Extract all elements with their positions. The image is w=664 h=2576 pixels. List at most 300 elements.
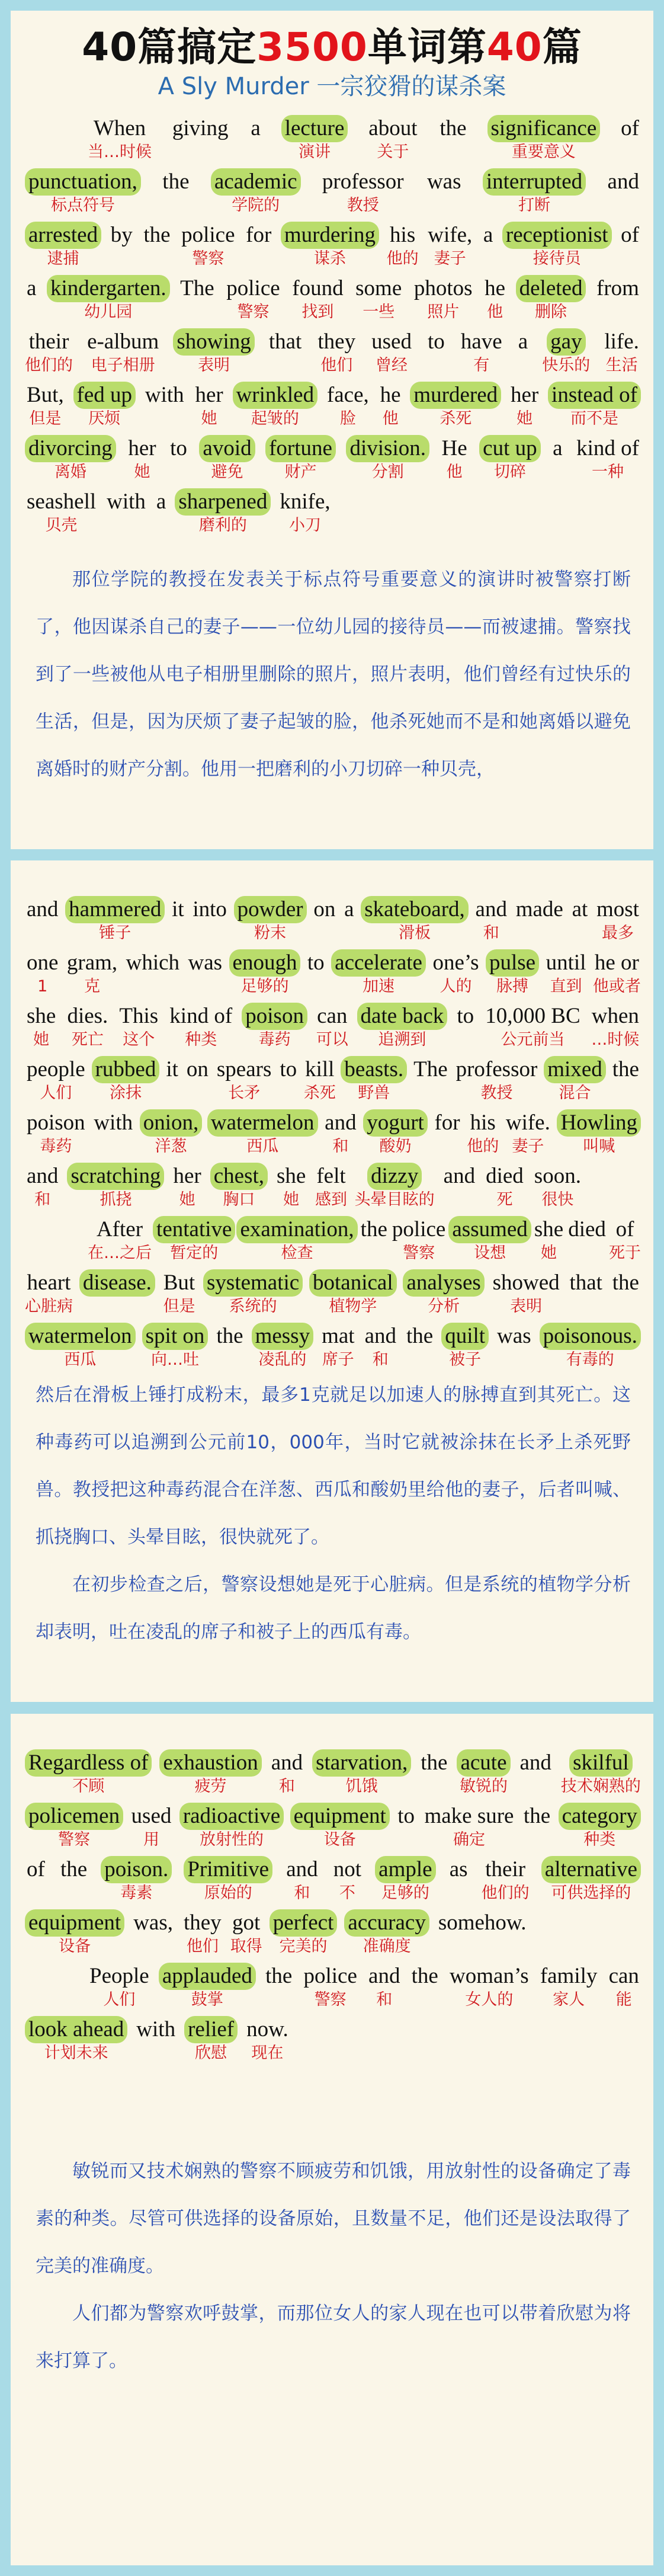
highlighted-word: sharpened bbox=[175, 488, 271, 516]
word-gloss: 杀死 bbox=[303, 1084, 336, 1102]
word bbox=[538, 1963, 599, 2010]
word-gloss: 离婚 bbox=[54, 463, 86, 481]
word bbox=[109, 222, 134, 269]
word bbox=[323, 1109, 358, 1157]
word-gloss: 最多 bbox=[601, 924, 634, 942]
english-word: and bbox=[27, 1164, 59, 1188]
vocab-word bbox=[290, 1803, 390, 1850]
english-word: his bbox=[390, 223, 416, 247]
word-gloss: 席子 bbox=[322, 1351, 354, 1369]
word bbox=[191, 896, 229, 943]
english-word: The bbox=[180, 276, 214, 300]
word bbox=[459, 328, 504, 376]
word-gloss: 表明 bbox=[510, 1297, 543, 1316]
english-word: used bbox=[131, 1804, 172, 1828]
word bbox=[544, 949, 588, 997]
word bbox=[412, 275, 474, 322]
word-gloss: 克 bbox=[84, 977, 101, 996]
english-word: wife. bbox=[505, 1111, 550, 1135]
text-line bbox=[25, 1856, 641, 1903]
word bbox=[390, 1216, 447, 1263]
word bbox=[88, 1963, 151, 2010]
english-word: of bbox=[27, 1857, 45, 1881]
vocab-word bbox=[559, 1803, 641, 1850]
word bbox=[595, 896, 641, 943]
english-word: a bbox=[483, 223, 493, 247]
english-word: professor bbox=[322, 169, 404, 194]
english-word: to bbox=[170, 436, 187, 460]
english-word: soon. bbox=[534, 1164, 581, 1188]
vocab-word bbox=[184, 1856, 272, 1903]
text-line bbox=[25, 488, 641, 536]
english-word: the bbox=[60, 1857, 88, 1881]
english-word: and bbox=[475, 897, 507, 921]
vocab-word bbox=[281, 222, 379, 269]
word bbox=[134, 2016, 177, 2063]
word-gloss: 他的 bbox=[467, 1137, 499, 1156]
english-word: found bbox=[292, 276, 344, 300]
highlighted-word: poisonous. bbox=[540, 1323, 641, 1350]
english-word: their bbox=[485, 1857, 526, 1881]
highlighted-word: systematic bbox=[203, 1269, 303, 1297]
english-word: and bbox=[607, 169, 639, 194]
highlighted-word: alternative bbox=[541, 1856, 641, 1883]
translation-paragraph: 然后在滑板上锤打成粉末，最多1克就足以加速人的脉搏直到其死亡。这种毒药可以追溯到公元前10，000年，当时它就被涂抹在长矛上杀死野兽。教授把这种毒药混合在洋葱、西瓜和酸奶里给他的妻子，后者叫喊、抓挠胸口、头晕目眩，很快就死了。 bbox=[36, 1384, 631, 1548]
word bbox=[59, 1856, 89, 1903]
word bbox=[312, 896, 337, 943]
word-gloss: 野兽 bbox=[358, 1084, 390, 1102]
word bbox=[483, 275, 507, 322]
word bbox=[509, 382, 540, 429]
english-word: used bbox=[371, 329, 412, 354]
word bbox=[278, 1056, 299, 1103]
word-gloss: 酸奶 bbox=[379, 1137, 412, 1156]
word-gloss: 快乐的 bbox=[542, 356, 591, 375]
word bbox=[448, 1856, 470, 1903]
word-gloss: 但是 bbox=[163, 1297, 195, 1316]
word bbox=[325, 382, 371, 429]
word-gloss: 脸 bbox=[339, 409, 356, 428]
word bbox=[25, 1856, 47, 1903]
word bbox=[245, 2016, 290, 2063]
english-word: The bbox=[413, 1057, 448, 1081]
english-word: showed bbox=[492, 1271, 560, 1295]
text-line bbox=[25, 1109, 641, 1157]
english-word: she bbox=[277, 1164, 306, 1188]
word-gloss: 人们 bbox=[40, 1084, 72, 1102]
word-gloss: 毒药 bbox=[258, 1031, 291, 1049]
word-gloss: 粉末 bbox=[254, 924, 287, 942]
word bbox=[171, 1163, 203, 1210]
english-word: seashell bbox=[27, 489, 97, 514]
english-word: at bbox=[572, 897, 588, 921]
word-gloss: 电子相册 bbox=[91, 356, 155, 375]
word bbox=[426, 222, 474, 269]
highlighted-word: messy bbox=[252, 1323, 314, 1350]
translation-paragraph: 人们都为警察欢呼鼓掌，而那位女人的家人现在也可以带着欣慰为将来打算了。 bbox=[36, 2303, 631, 2372]
word-gloss: 分割 bbox=[371, 463, 404, 481]
english-word: with bbox=[136, 2017, 176, 2041]
english-word: that bbox=[569, 1271, 602, 1295]
word-gloss: 教授 bbox=[347, 196, 379, 215]
english-word: died bbox=[568, 1217, 606, 1241]
word bbox=[437, 1909, 528, 1957]
word bbox=[320, 1323, 356, 1370]
vocab-word bbox=[159, 1749, 261, 1797]
english-word: they bbox=[317, 329, 356, 354]
vocab-word bbox=[67, 1163, 164, 1210]
word bbox=[602, 328, 641, 376]
english-word: she bbox=[534, 1217, 564, 1241]
highlighted-word: disease. bbox=[79, 1269, 155, 1297]
word bbox=[267, 328, 303, 376]
highlighted-word: skateboard, bbox=[361, 896, 469, 923]
vocab-word bbox=[312, 1749, 411, 1797]
english-word: the bbox=[612, 1057, 639, 1081]
vocab-word bbox=[561, 1749, 641, 1797]
word-gloss: 他或者 bbox=[592, 977, 641, 996]
english-word: gram, bbox=[66, 951, 118, 975]
word-gloss: 放射性的 bbox=[199, 1831, 264, 1849]
vocab-word bbox=[410, 382, 501, 429]
text-line bbox=[25, 1323, 641, 1370]
english-word: she bbox=[27, 1004, 56, 1028]
english-word: a bbox=[518, 329, 528, 354]
text-line bbox=[25, 382, 641, 429]
vocab-word bbox=[207, 1109, 318, 1157]
word-gloss: 公元前当 bbox=[501, 1031, 565, 1049]
word bbox=[442, 1163, 477, 1210]
word-gloss: 心脏病 bbox=[25, 1297, 73, 1316]
english-word: family bbox=[540, 1964, 598, 1988]
word bbox=[230, 1909, 262, 1957]
word bbox=[249, 115, 262, 162]
text-line bbox=[25, 1909, 641, 1957]
word-gloss: 西瓜 bbox=[246, 1137, 279, 1156]
word bbox=[454, 1056, 540, 1103]
word-gloss: 完美的 bbox=[279, 1937, 328, 1956]
highlighted-word: spit on bbox=[142, 1323, 208, 1350]
word-gloss: 她 bbox=[541, 1244, 557, 1262]
english-word: when bbox=[591, 1004, 639, 1028]
vocab-word bbox=[346, 435, 429, 482]
english-word: life. bbox=[604, 329, 639, 354]
word bbox=[316, 328, 357, 376]
word-gloss: 不 bbox=[339, 1884, 355, 1902]
english-word: got bbox=[232, 1911, 261, 1935]
english-word: the bbox=[360, 1217, 387, 1241]
word bbox=[419, 1749, 449, 1797]
vocab-word bbox=[47, 275, 170, 322]
word bbox=[131, 1909, 175, 1957]
vocab-word bbox=[281, 115, 348, 162]
word-gloss: 鼓掌 bbox=[191, 1991, 223, 2009]
vocab-word bbox=[548, 382, 641, 429]
english-word: and bbox=[271, 1751, 303, 1775]
article-card-3 bbox=[11, 1714, 653, 2565]
word-gloss: 设备 bbox=[59, 1937, 91, 1956]
highlighted-word: relief bbox=[184, 2016, 238, 2043]
word bbox=[25, 896, 60, 943]
vocab-word bbox=[309, 1269, 397, 1317]
english-word: her bbox=[195, 383, 223, 407]
word-gloss: 种类 bbox=[583, 1831, 616, 1849]
vocab-word bbox=[25, 222, 101, 269]
word bbox=[619, 222, 641, 269]
word-gloss: 他的 bbox=[386, 249, 419, 268]
word-gloss: 锤子 bbox=[99, 924, 131, 942]
english-word: dies. bbox=[67, 1004, 108, 1028]
word-gloss: 而不是 bbox=[570, 409, 618, 428]
english-word: from bbox=[596, 276, 639, 300]
word-gloss: 找到 bbox=[301, 303, 334, 321]
english-word: a bbox=[251, 116, 261, 140]
word bbox=[590, 1003, 641, 1050]
english-word: into bbox=[193, 897, 227, 921]
word-gloss: 幼儿园 bbox=[84, 303, 133, 321]
vocab-word bbox=[540, 1323, 641, 1370]
vocab-word bbox=[25, 1909, 124, 1957]
highlighted-word: wrinkled bbox=[233, 382, 318, 409]
vocab-word bbox=[541, 1856, 641, 1903]
english-word: by bbox=[110, 223, 133, 247]
word-gloss: 避免 bbox=[211, 463, 243, 481]
word bbox=[117, 1003, 160, 1050]
word-gloss: 头晕目眩的 bbox=[354, 1191, 435, 1209]
highlighted-word: skilful bbox=[569, 1749, 633, 1777]
english-word: he or bbox=[594, 951, 639, 975]
word bbox=[440, 435, 469, 482]
highlighted-word: arrested bbox=[25, 222, 101, 249]
highlighted-word: murdering bbox=[281, 222, 379, 249]
highlighted-word: look ahead bbox=[25, 2016, 127, 2043]
english-word: heart bbox=[27, 1271, 71, 1295]
english-word: one’s bbox=[432, 951, 479, 975]
word-gloss: 小刀 bbox=[288, 516, 321, 535]
english-word: it bbox=[172, 897, 184, 921]
word-gloss: 检查 bbox=[281, 1244, 313, 1262]
word-gloss: 系统的 bbox=[229, 1297, 277, 1316]
vocab-word bbox=[184, 2016, 238, 2063]
word-gloss: 警察 bbox=[58, 1831, 91, 1849]
word-gloss: 警察 bbox=[314, 1991, 347, 2009]
english-word: But bbox=[163, 1271, 195, 1295]
page-title: 40篇搞定3500单词第40篇 bbox=[82, 24, 582, 70]
english-word: until bbox=[546, 951, 586, 975]
word bbox=[412, 1056, 450, 1103]
word bbox=[178, 275, 216, 322]
english-word: of bbox=[621, 223, 639, 247]
word-gloss: 死亡 bbox=[71, 1031, 104, 1049]
word bbox=[301, 1963, 358, 2010]
word-gloss: 演讲 bbox=[299, 143, 331, 161]
word-gloss: 计划未来 bbox=[44, 2044, 108, 2062]
word-gloss: 混合 bbox=[559, 1084, 591, 1102]
word bbox=[514, 896, 565, 943]
english-word: he bbox=[380, 383, 401, 407]
word-gloss: 准确度 bbox=[363, 1937, 411, 1956]
highlighted-word: scratching bbox=[67, 1163, 164, 1190]
word bbox=[483, 1003, 582, 1050]
word-gloss: 家人 bbox=[553, 1991, 585, 2009]
word bbox=[609, 1216, 641, 1263]
word bbox=[65, 1003, 110, 1050]
word-gloss: 人的 bbox=[440, 977, 472, 996]
highlighted-word: gay bbox=[547, 328, 585, 356]
highlighted-word: chest, bbox=[210, 1163, 268, 1190]
word-gloss: 加速 bbox=[363, 977, 395, 996]
word-gloss: 人们 bbox=[103, 1991, 136, 2009]
vocab-word bbox=[441, 1323, 489, 1370]
english-word: not bbox=[333, 1857, 362, 1881]
highlighted-word: Howling bbox=[557, 1109, 641, 1137]
vocab-word bbox=[242, 1003, 307, 1050]
word bbox=[168, 1003, 234, 1050]
english-word: made bbox=[515, 897, 563, 921]
word bbox=[491, 1269, 562, 1317]
word-gloss: 逮捕 bbox=[47, 249, 79, 268]
vocab-word bbox=[479, 435, 540, 482]
word-gloss: 直到 bbox=[550, 977, 582, 996]
english-word: somehow. bbox=[438, 1911, 527, 1935]
english-word: his bbox=[470, 1111, 496, 1135]
english-word: the bbox=[411, 1964, 438, 1988]
text-line bbox=[25, 168, 641, 216]
word bbox=[179, 222, 236, 269]
highlighted-word: deleted bbox=[516, 275, 586, 302]
vocab-word bbox=[25, 435, 116, 482]
word bbox=[164, 1056, 180, 1103]
highlighted-word: powder bbox=[234, 896, 307, 923]
vocab-word bbox=[355, 1163, 435, 1210]
highlighted-word: watermelon bbox=[207, 1109, 318, 1137]
chinese-translation bbox=[36, 556, 631, 793]
highlighted-word: watermelon bbox=[25, 1323, 136, 1350]
word-gloss: 但是 bbox=[29, 409, 62, 428]
english-word: woman’s bbox=[450, 1964, 529, 1988]
vocab-word bbox=[25, 168, 141, 216]
word bbox=[593, 949, 641, 997]
word bbox=[25, 382, 66, 429]
text-line bbox=[25, 896, 641, 943]
word bbox=[566, 1216, 608, 1263]
word bbox=[142, 222, 172, 269]
word-gloss: 滑板 bbox=[399, 924, 431, 942]
word-gloss: 向…吐 bbox=[151, 1351, 200, 1369]
word-gloss: 他 bbox=[446, 463, 463, 481]
word-gloss: 接待员 bbox=[533, 249, 581, 268]
english-word: But, bbox=[27, 383, 64, 407]
word bbox=[425, 168, 463, 216]
word-gloss: 这个 bbox=[123, 1031, 155, 1049]
word bbox=[264, 1963, 294, 2010]
vocab-word bbox=[344, 1909, 429, 1957]
highlighted-word: date back bbox=[357, 1003, 448, 1030]
english-word: her bbox=[173, 1164, 201, 1188]
word bbox=[244, 222, 273, 269]
english-word: and bbox=[364, 1324, 396, 1348]
word bbox=[522, 1803, 552, 1850]
highlighted-word: significance bbox=[487, 115, 601, 142]
english-word: on bbox=[313, 897, 336, 921]
vocab-word bbox=[159, 1963, 256, 2010]
highlighted-word: hammered bbox=[65, 896, 165, 923]
word-gloss: 用 bbox=[143, 1831, 159, 1849]
english-word: the bbox=[440, 116, 467, 140]
word-gloss: 和 bbox=[372, 1351, 389, 1369]
word bbox=[143, 382, 186, 429]
word bbox=[551, 435, 564, 482]
word bbox=[410, 1963, 440, 2010]
english-word: can bbox=[608, 1964, 639, 1988]
vocab-word bbox=[203, 1269, 303, 1317]
english-word: most bbox=[596, 897, 639, 921]
word bbox=[575, 435, 641, 482]
word bbox=[517, 328, 530, 376]
translation-paragraph: 敏锐而又技术娴熟的警察不顾疲劳和饥饿，用放射性的设备确定了毒素的种类。尽管可供选择的设备原始，且数量不足，他们还是设法取得了完美的准确度。 bbox=[36, 2161, 631, 2277]
article-card-1 bbox=[11, 11, 653, 849]
vocab-word bbox=[542, 328, 590, 376]
vocab-word bbox=[483, 168, 586, 216]
highlighted-word: Regardless of bbox=[25, 1749, 152, 1777]
word-gloss: 警察 bbox=[403, 1244, 435, 1262]
english-word: People bbox=[89, 1964, 149, 1988]
english-word: kill bbox=[305, 1057, 335, 1081]
translation-paragraph: 那位学院的教授在发表关于标点符号重要意义的演讲时被警察打断了，他因谋杀自己的妻子——一位幼儿园的接待员——而被逮捕。警察找到了一些被他从电子相册里删除的照片，照片表明，他们曾经有过快乐的生活，但是，因为厌烦了妻子起皱的脸，他杀死她而不是和她离婚以避免离婚时的财产分割。他用一把磨利的小刀切碎一种贝壳， bbox=[36, 569, 631, 780]
english-word: professor bbox=[456, 1057, 538, 1081]
english-word: to bbox=[428, 329, 445, 354]
highlighted-word: interrupted bbox=[483, 168, 586, 196]
word bbox=[215, 1056, 273, 1103]
vocab-word bbox=[25, 1749, 152, 1797]
highlighted-word: division. bbox=[346, 435, 429, 462]
text-line bbox=[25, 435, 641, 482]
vocab-word bbox=[229, 949, 301, 997]
english-word: felt bbox=[316, 1164, 346, 1188]
word bbox=[595, 275, 641, 322]
word-gloss: 死 bbox=[496, 1191, 513, 1209]
highlighted-word: divorcing bbox=[25, 435, 116, 462]
word-gloss: 分析 bbox=[428, 1297, 460, 1316]
highlighted-word: accuracy bbox=[344, 1909, 429, 1937]
word bbox=[455, 1003, 476, 1050]
word-gloss: 她 bbox=[134, 463, 150, 481]
highlighted-word: pulse bbox=[486, 949, 539, 977]
word-gloss: 饥饿 bbox=[345, 1777, 378, 1796]
word-gloss: 毒药 bbox=[40, 1137, 72, 1156]
word bbox=[405, 1323, 435, 1370]
english-word: and bbox=[286, 1857, 318, 1881]
word bbox=[482, 222, 495, 269]
english-word: one bbox=[27, 951, 59, 975]
word-gloss: 暂定的 bbox=[170, 1244, 219, 1262]
word-gloss: 表明 bbox=[198, 356, 230, 375]
english-word: make sure bbox=[424, 1804, 514, 1828]
word bbox=[367, 115, 419, 162]
word-gloss: 被子 bbox=[449, 1351, 482, 1369]
word bbox=[155, 488, 168, 536]
word bbox=[387, 222, 419, 269]
english-word: of bbox=[621, 116, 639, 140]
text-line bbox=[25, 275, 641, 322]
text-line bbox=[25, 2016, 641, 2063]
word-gloss: 警察 bbox=[237, 303, 270, 321]
highlighted-word: lecture bbox=[281, 115, 348, 142]
english-word: was bbox=[188, 951, 223, 975]
english-word: that bbox=[268, 329, 302, 354]
word-gloss: 感到 bbox=[315, 1191, 347, 1209]
vocab-word bbox=[233, 382, 318, 429]
